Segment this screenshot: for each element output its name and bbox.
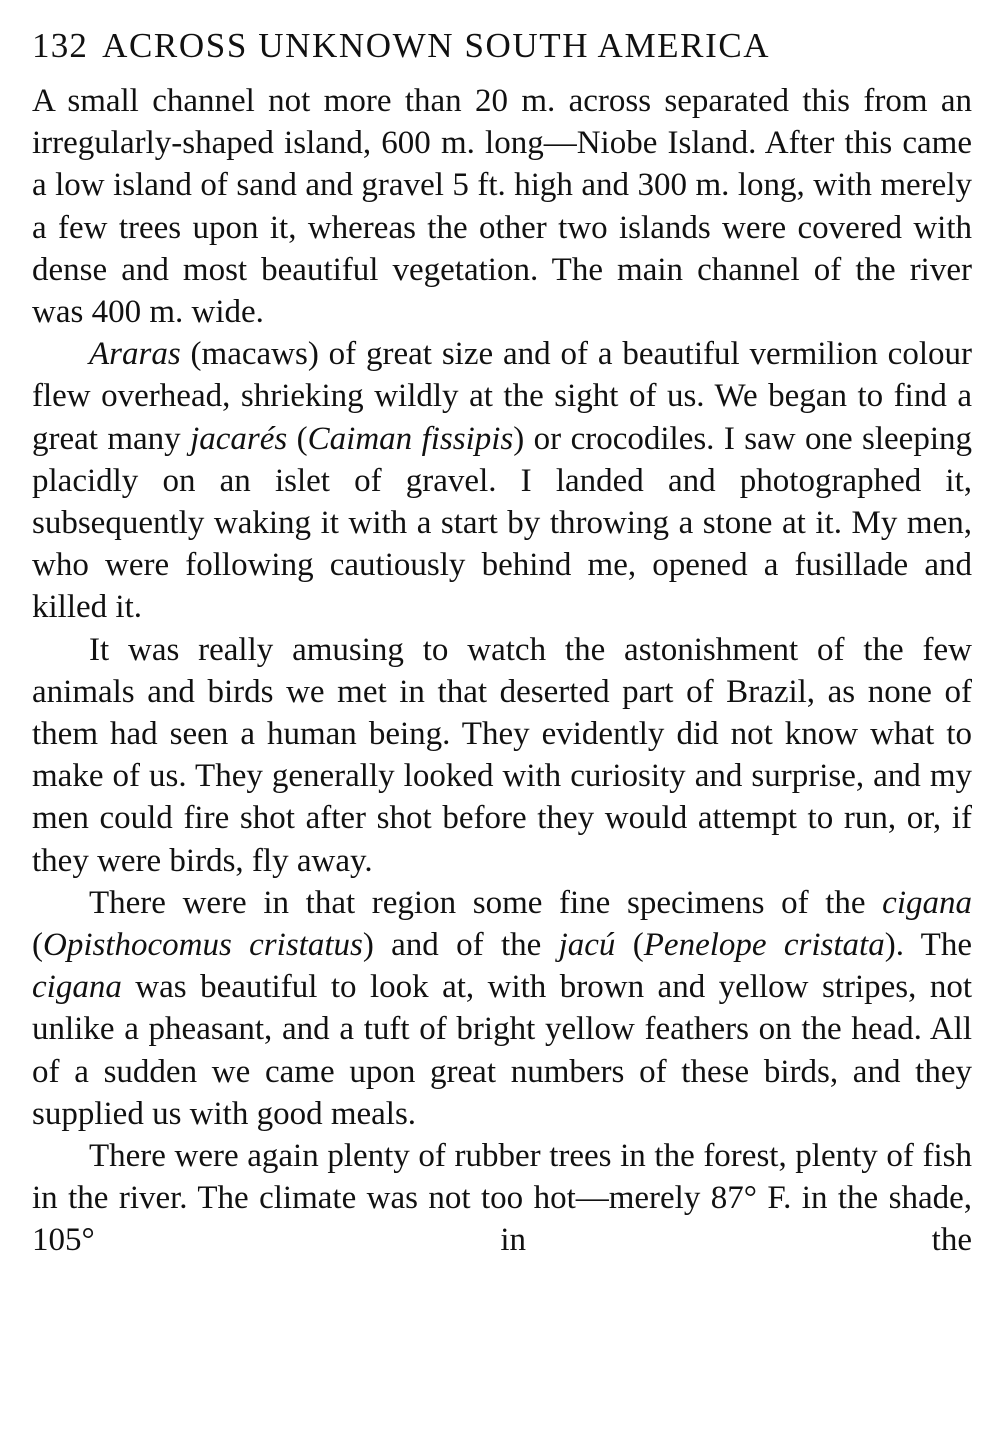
body-text <box>32 80 972 1262</box>
paragraph-5 <box>32 1135 972 1262</box>
book-page <box>32 18 972 1262</box>
italic-text: Araras <box>89 336 181 373</box>
body-text-segment: ( <box>32 927 43 964</box>
body-text-segment: ( <box>615 927 644 964</box>
paragraph-2 <box>32 333 972 628</box>
body-text-segment: ). The <box>884 927 972 964</box>
body-text-segment: was beautiful to look at, with brown and yellow stripes, not unlike a pheasant, and a tuft of bright yellow feathers on the head. All of a sudden we came upon great numbers of these birds, and they supplied us with good meals. <box>32 969 972 1132</box>
italic-text: cigana <box>32 969 122 1006</box>
body-text-segment: (macaws) of great size and of a beautiful vermilion colour flew overhead, shrieking wildly at the sight of us. We began to find a great many <box>32 336 972 457</box>
book-title: ACROSS UNKNOWN SOUTH AMERICA <box>102 26 771 65</box>
italic-text: Caiman fissipis <box>307 420 514 457</box>
paragraph-3 <box>32 629 972 882</box>
body-text-segment: ) and of the <box>362 927 559 964</box>
body-text-segment: ( <box>287 420 308 457</box>
paragraph-1 <box>32 80 972 333</box>
italic-text: Penelope cristata <box>643 927 885 964</box>
running-head <box>32 18 972 74</box>
italic-text: Opisthocomus cristatus <box>43 927 363 964</box>
italic-text: jacarés <box>190 420 288 457</box>
body-text-segment: A small channel not more than 20 m. across separated this from an irregularly-shaped island, 600 m. long—Niobe Island. After this came a low island of sand and gravel 5 ft. high and 300 m. long, with merely a few trees upon it, whereas the other two islands were covered with dense and most beautiful vegetation. The main channel of the river was 400 m. wide. <box>32 83 972 331</box>
body-text-segment: ) or crocodiles. I saw one sleeping placidly on an islet of gravel. I landed and photographed it, subsequently waking it with a start by throwing a stone at it. My men, who were following cautiously behind me, opened a fusillade and killed it. <box>32 420 972 626</box>
body-text-segment: There were again plenty of rubber trees in the forest, plenty of fish in the river. The climate was not too hot—merely 87° F. in the shade, 105° in the <box>32 1138 972 1259</box>
italic-text: cigana <box>882 884 972 921</box>
page-number: 132 <box>32 26 89 65</box>
body-text-segment: There were in that region some fine specimens of the <box>89 884 883 921</box>
paragraph-4 <box>32 882 972 1135</box>
body-text-segment: It was really amusing to watch the astonishment of the few animals and birds we met in that deserted part of Brazil, as none of them had seen a human being. They evidently did not know what to make of us. They generally looked with curiosity and surprise, and my men could fire shot after shot before they would attempt to run, or, if they were birds, fly away. <box>32 631 972 879</box>
italic-text: jacú <box>558 927 616 964</box>
